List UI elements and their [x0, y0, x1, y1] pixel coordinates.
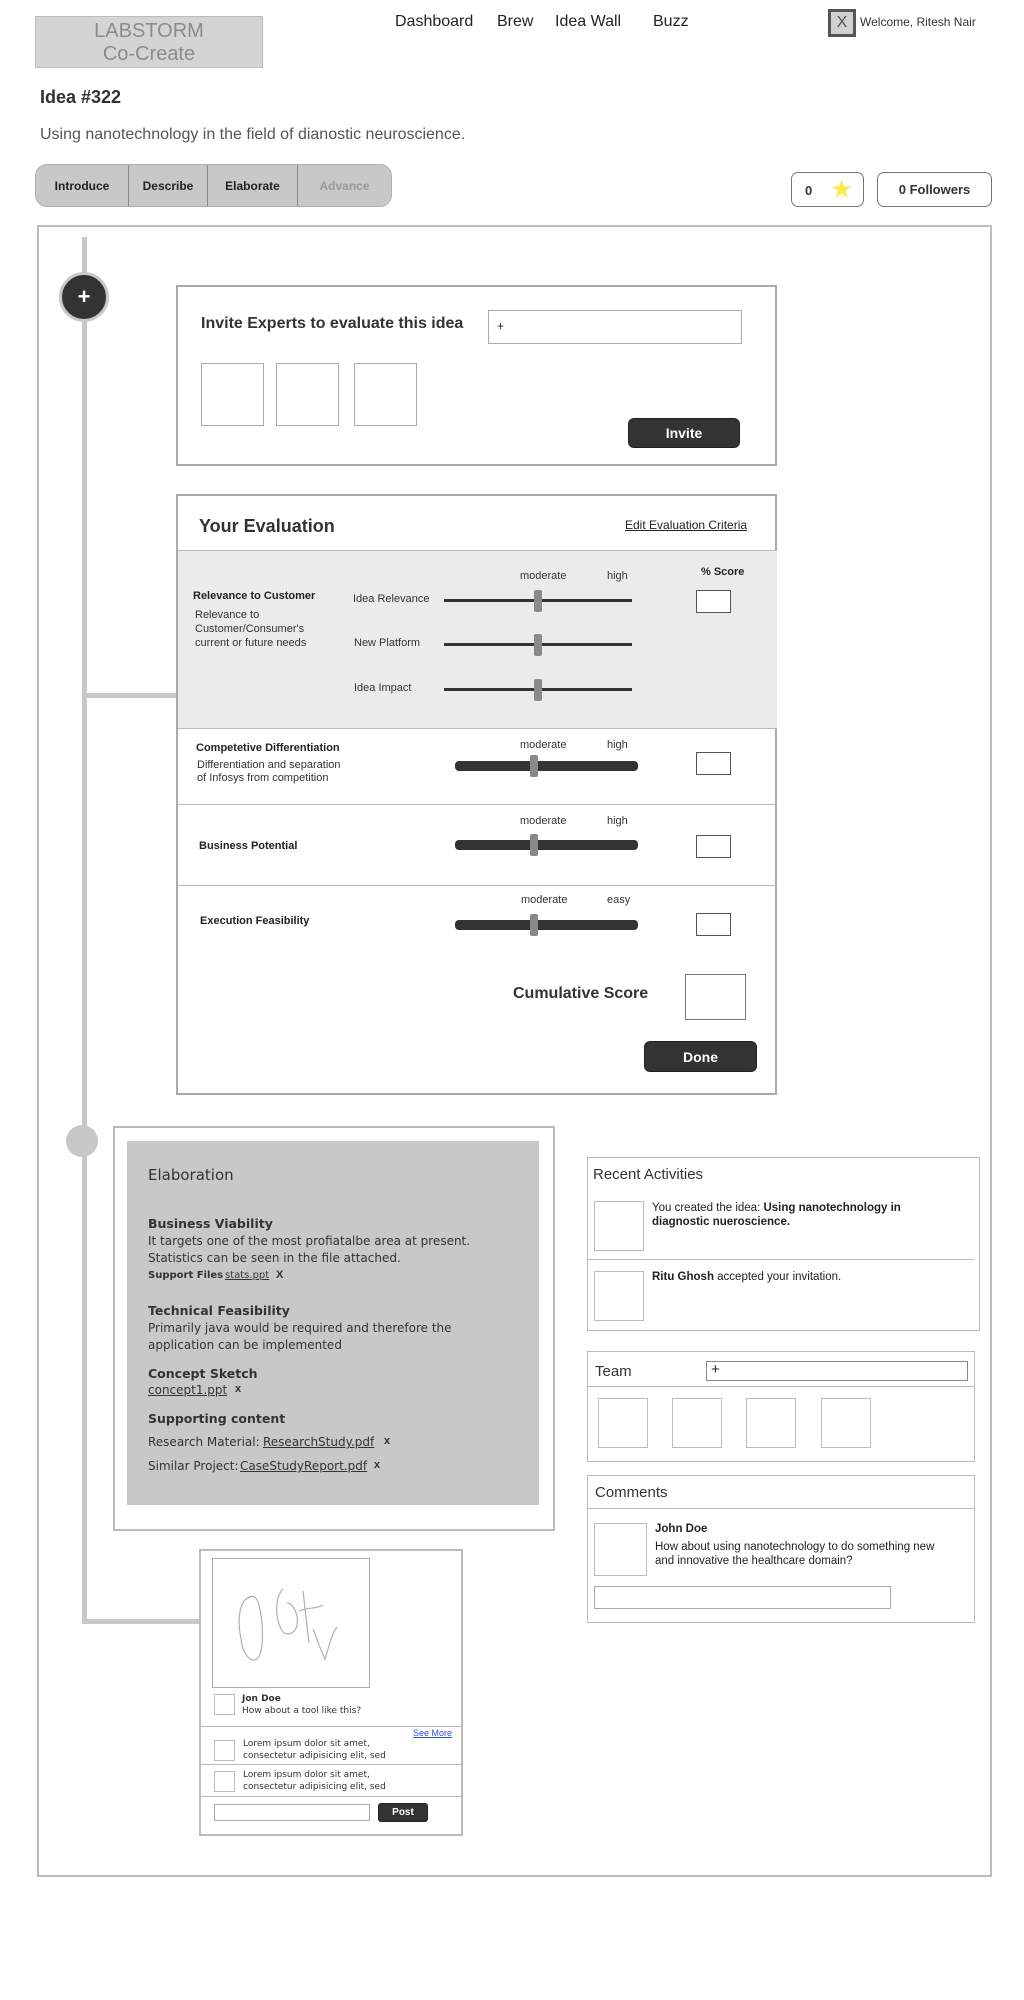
- cumulative-score-label: Cumulative Score: [513, 985, 649, 1002]
- comments-title: Comments: [595, 1484, 668, 1501]
- followers-button[interactable]: 0 Followers: [877, 172, 992, 207]
- business-potential-slider-handle[interactable]: [530, 834, 538, 856]
- execution-feasibility-title: Execution Feasibility: [200, 915, 310, 927]
- sketch-question: How about a tool like this?: [242, 1706, 362, 1716]
- recent-activities-panel: [587, 1157, 980, 1331]
- similar-project-label: Similar Project:: [148, 1459, 239, 1473]
- remove-file-icon[interactable]: x: [384, 1435, 391, 1447]
- tab-describe[interactable]: Describe: [129, 165, 208, 206]
- support-file-link[interactable]: stats.ppt: [225, 1270, 270, 1281]
- nav-buzz[interactable]: Buzz: [653, 13, 689, 30]
- technical-feasibility-text: Primarily java would be required and therefore the application can be implemented: [148, 1321, 452, 1352]
- concept-sketch-title: Concept Sketch: [148, 1366, 258, 1381]
- add-team-member-input[interactable]: +: [706, 1361, 968, 1381]
- relevance-description: Relevance to Customer/Consumer's current or future needs: [195, 609, 307, 649]
- nav-idea-wall[interactable]: Idea Wall: [555, 13, 622, 30]
- logo[interactable]: [35, 16, 263, 68]
- avatar: [594, 1201, 644, 1251]
- activity-item: You created the idea: Using nanotechnology in diagnostic nueroscience.: [652, 1202, 901, 1228]
- team-title: Team: [595, 1363, 632, 1380]
- avatar: [594, 1271, 644, 1321]
- new-platform-slider-handle[interactable]: [534, 634, 542, 656]
- done-button[interactable]: Done: [644, 1041, 757, 1072]
- stage-tabs: [35, 164, 392, 207]
- welcome-text: Welcome, Ritesh Nair: [860, 15, 976, 29]
- case-study-link[interactable]: CaseStudyReport.pdf: [240, 1459, 368, 1473]
- scale-moderate-label: moderate: [520, 570, 567, 582]
- slider-label: Idea Impact: [354, 682, 412, 694]
- research-study-link[interactable]: ResearchStudy.pdf: [263, 1435, 375, 1449]
- differentiation-description: Differentiation and separation of Infosys from competition: [197, 759, 341, 784]
- concept-sketch-link[interactable]: concept1.ppt: [148, 1383, 228, 1397]
- sketch-drawing: [213, 1559, 369, 1687]
- avatar: [214, 1740, 235, 1761]
- comment-text: Lorem ipsum dolor sit amet, consectetur adipisicing elit, sed: [243, 1739, 386, 1761]
- team-member-slot[interactable]: [672, 1398, 722, 1448]
- invite-button[interactable]: Invite: [628, 418, 740, 448]
- comment-input[interactable]: [594, 1586, 891, 1609]
- business-potential-score-input[interactable]: [696, 835, 731, 858]
- business-potential-title: Business Potential: [199, 840, 298, 852]
- invite-expert-input[interactable]: +: [488, 310, 742, 344]
- idea-impact-slider-handle[interactable]: [534, 679, 542, 701]
- execution-feasibility-slider-handle[interactable]: [530, 914, 538, 936]
- support-files-label: Support Files: [148, 1270, 224, 1281]
- remove-file-icon[interactable]: x: [374, 1459, 381, 1471]
- star-count: 0: [805, 183, 813, 198]
- divider: [588, 1386, 974, 1387]
- elaboration-title: Elaboration: [148, 1166, 234, 1184]
- team-member-slot[interactable]: [598, 1398, 648, 1448]
- business-viability-title: Business Viability: [148, 1216, 273, 1231]
- divider: [201, 1726, 461, 1727]
- add-icon[interactable]: +: [59, 272, 109, 322]
- research-material-label: Research Material:: [148, 1435, 260, 1449]
- scale-high-label: high: [607, 815, 628, 827]
- expert-slot[interactable]: [354, 363, 417, 426]
- tab-introduce[interactable]: Introduce: [36, 165, 129, 206]
- nav-brew[interactable]: Brew: [497, 13, 534, 30]
- execution-feasibility-score-input[interactable]: [696, 913, 731, 936]
- logo-line1: LABSTORM: [94, 20, 204, 42]
- scale-high-label: high: [607, 739, 628, 751]
- idea-number: Idea #322: [40, 87, 122, 107]
- avatar: [594, 1523, 647, 1576]
- divider: [178, 728, 777, 729]
- differentiation-slider-handle[interactable]: [530, 755, 538, 777]
- timeline-branch: [82, 693, 180, 698]
- logo-line2: Co-Create: [102, 43, 196, 65]
- evaluation-title: Your Evaluation: [199, 516, 335, 536]
- idea-description: Using nanotechnology in the field of dianostic neuroscience.: [40, 126, 466, 143]
- close-icon[interactable]: X: [828, 9, 856, 37]
- scale-easy-label: easy: [607, 894, 631, 906]
- cumulative-score-box: [685, 974, 746, 1020]
- remove-file-icon[interactable]: X: [276, 1269, 284, 1281]
- avatar: [214, 1694, 235, 1715]
- expert-slot[interactable]: [276, 363, 339, 426]
- relevance-score-input[interactable]: [696, 590, 731, 613]
- star-rating-button[interactable]: [791, 172, 864, 207]
- timeline-branch: [82, 1619, 201, 1624]
- star-icon: ★: [830, 174, 854, 204]
- team-member-slot[interactable]: [746, 1398, 796, 1448]
- slider-label: New Platform: [354, 637, 421, 649]
- business-potential-slider-track[interactable]: [455, 840, 638, 850]
- slider-label: Idea Relevance: [353, 593, 430, 605]
- invite-title: Invite Experts to evaluate this idea: [201, 315, 464, 332]
- divider: [588, 1508, 974, 1509]
- supporting-content-title: Supporting content: [148, 1411, 286, 1426]
- post-button[interactable]: Post: [378, 1803, 428, 1822]
- divider: [178, 804, 777, 805]
- sketch-author: Jon Doe: [242, 1694, 281, 1704]
- nav-dashboard[interactable]: Dashboard: [395, 13, 474, 30]
- relevance-title: Relevance to Customer: [193, 590, 316, 602]
- comment-text: Lorem ipsum dolor sit amet, consectetur adipisicing elit, sed: [243, 1770, 386, 1792]
- scale-high-label: high: [607, 570, 628, 582]
- edit-criteria-link[interactable]: Edit Evaluation Criteria: [625, 518, 748, 532]
- differentiation-score-input[interactable]: [696, 752, 731, 775]
- comment-body: How about using nanotechnology to do something new and innovative the healthcare domain?: [655, 1541, 935, 1567]
- timeline-line: [82, 237, 87, 1624]
- score-header: % Score: [701, 566, 745, 578]
- divider: [588, 1259, 974, 1260]
- differentiation-slider-track[interactable]: [455, 761, 638, 771]
- avatar: [214, 1771, 235, 1792]
- execution-feasibility-slider-track[interactable]: [455, 920, 638, 930]
- scale-moderate-label: moderate: [521, 894, 568, 906]
- tab-elaborate[interactable]: Elaborate: [208, 165, 298, 206]
- technical-feasibility-title: Technical Feasibility: [148, 1303, 290, 1318]
- tab-advance: Advance: [319, 178, 370, 193]
- timeline-node: [66, 1125, 98, 1157]
- scale-moderate-label: moderate: [520, 815, 567, 827]
- sketch-image[interactable]: [212, 1558, 370, 1688]
- expert-slot[interactable]: [201, 363, 264, 426]
- see-more-link[interactable]: See More: [413, 1728, 453, 1738]
- differentiation-title: Competetive Differentiation: [196, 742, 340, 754]
- divider: [201, 1764, 461, 1765]
- recent-activities-title: Recent Activities: [593, 1166, 704, 1183]
- comment-input[interactable]: [214, 1804, 370, 1821]
- scale-moderate-label: moderate: [520, 739, 567, 751]
- idea-relevance-slider-handle[interactable]: [534, 590, 542, 612]
- remove-file-icon[interactable]: x: [235, 1383, 242, 1395]
- divider: [201, 1796, 461, 1797]
- divider: [178, 885, 777, 886]
- comment-author: John Doe: [655, 1523, 708, 1535]
- activity-item: Ritu Ghosh accepted your invitation.: [652, 1271, 842, 1283]
- business-viability-text: It targets one of the most profiatalbe area at present. Statistics can be seen in the file attached.: [148, 1234, 471, 1265]
- team-member-slot[interactable]: [821, 1398, 871, 1448]
